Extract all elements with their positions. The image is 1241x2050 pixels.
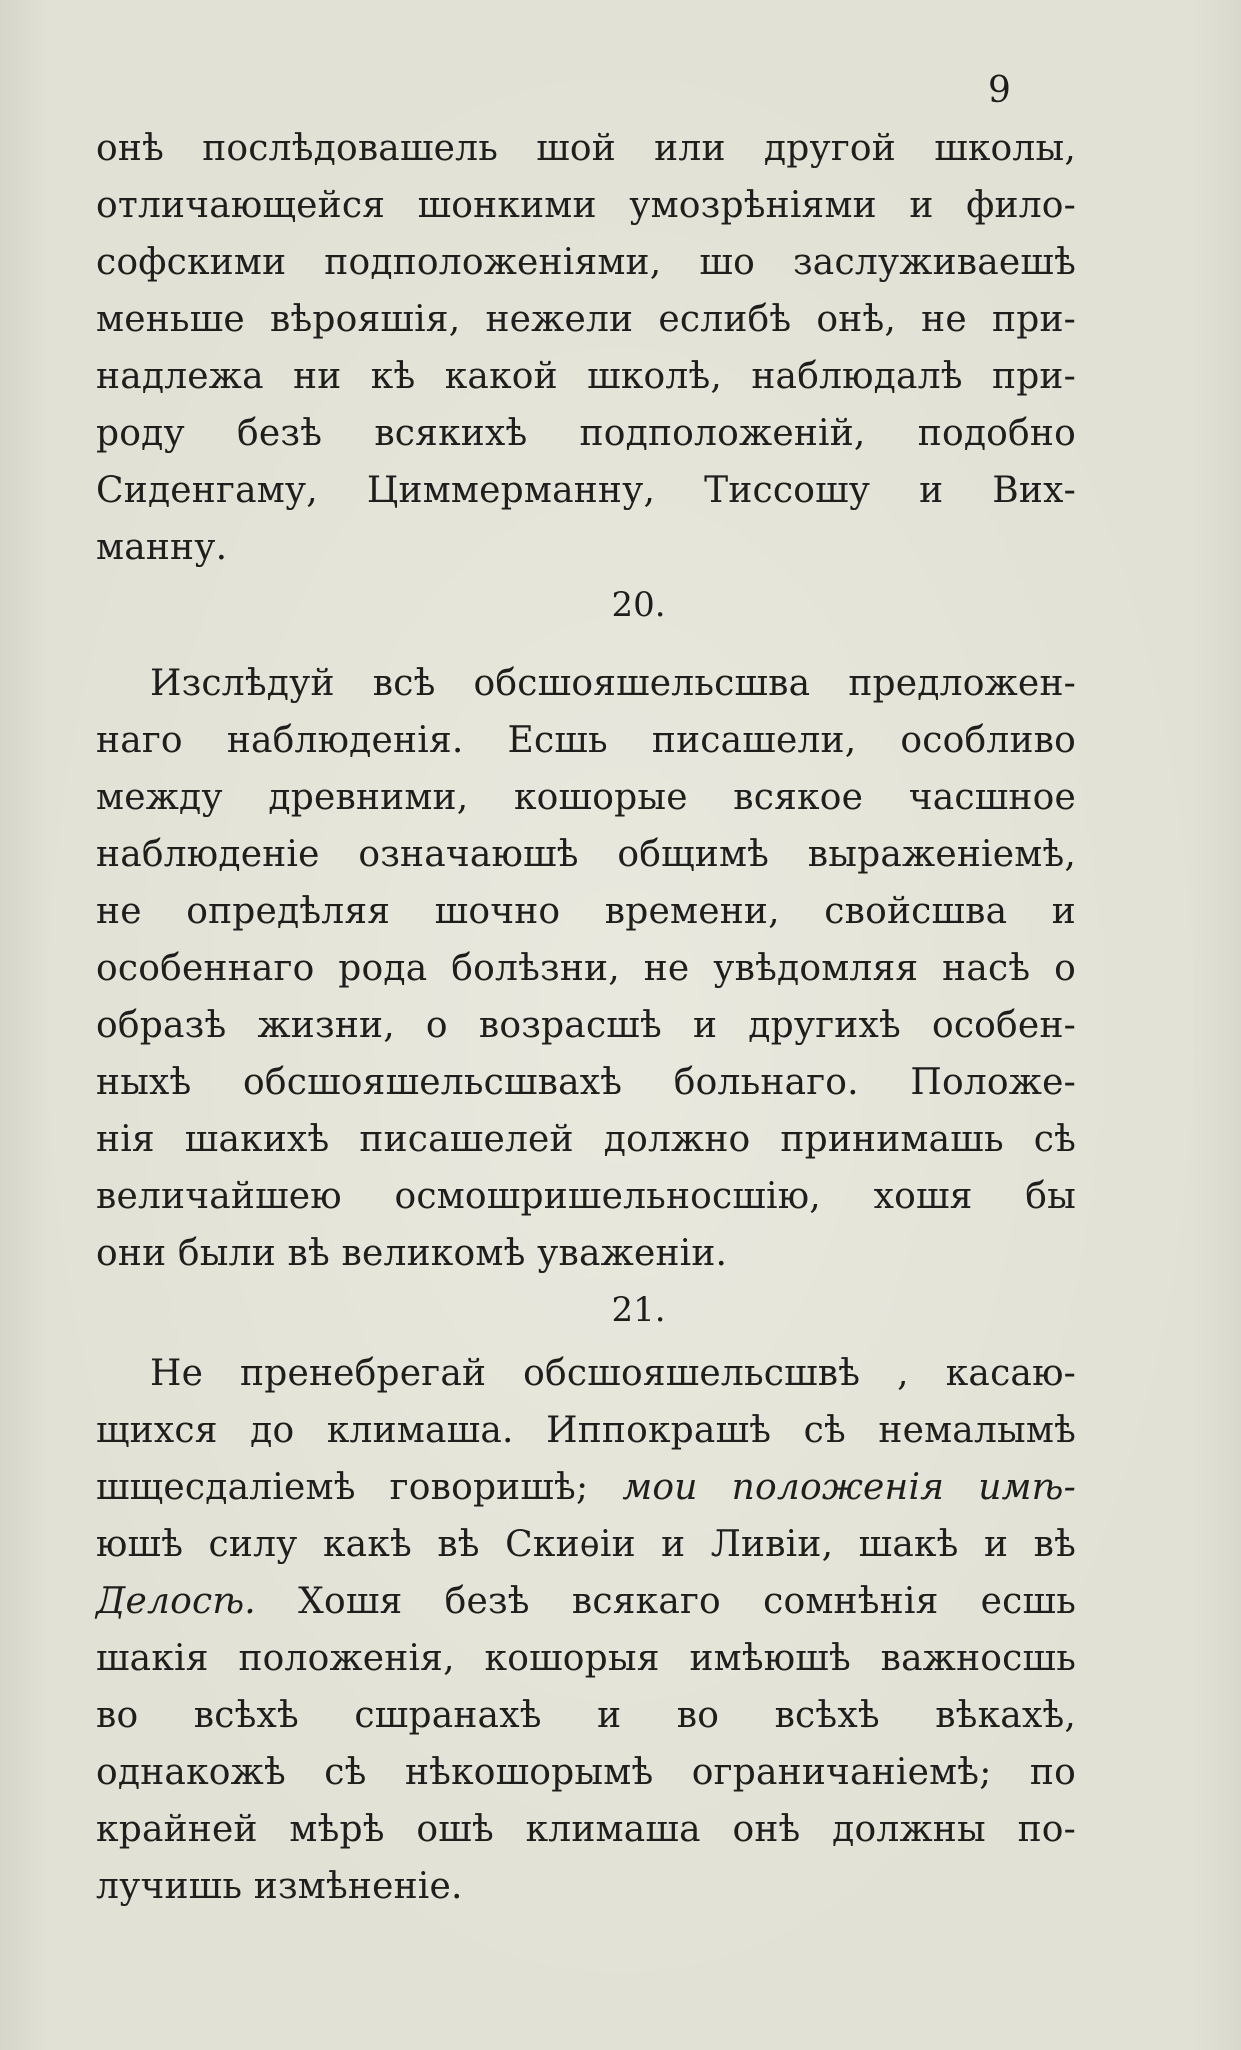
text-line — [96, 1573, 1076, 1630]
text-line: онѣ послѣдовашель шой или другой школы, — [96, 128, 1076, 169]
text-italic: Делосѣ. — [96, 1581, 256, 1622]
text-line: однакожѣ сѣ нѣкошорымѣ ограничаніемѣ; по — [96, 1752, 1076, 1793]
text-line: отличающейся шонкими умозрѣніями и фило- — [96, 185, 1076, 226]
text-line: Сиденгаму, Циммерманну, Тиссошу и Вих- — [96, 470, 1076, 511]
text-line: щихся до климаша. Иппокрашѣ сѣ немалымѣ — [96, 1410, 1076, 1451]
section-number-21: 21. — [611, 1290, 666, 1330]
text-line: меньше вѣрояшія, нежели еслибѣ онѣ, не при- — [96, 299, 1076, 340]
text-normal: Хошя безѣ всякаго сомнѣнія есшь — [255, 1581, 1076, 1622]
text-line: манну. — [96, 527, 228, 568]
text-line: наблюденіе означаюшѣ общимѣ выраженіемѣ, — [96, 834, 1076, 875]
paragraph-20 — [96, 655, 1076, 1282]
text-line: нія шакихѣ писашелей должно принимашь сѣ — [96, 1119, 1076, 1160]
text-line: образѣ жизни, о возрасшѣ и другихѣ особен- — [96, 1005, 1076, 1046]
text-line: софскими подположеніями, шо заслуживаешѣ — [96, 242, 1076, 283]
text-line: юшѣ силу какѣ вѣ Скиѳіи и Ливіи, шакѣ и вѣ — [96, 1524, 1076, 1565]
text-line: Изслѣдуй всѣ обсшояшельсшва предложен- — [150, 663, 1076, 704]
text-line: ныхѣ обсшояшельсшвахѣ больнаго. Положе- — [96, 1062, 1076, 1103]
text-line: они были вѣ великомѣ уваженіи. — [96, 1233, 728, 1274]
text-italic: мои положенія имѣ- — [622, 1467, 1077, 1508]
text-line: особеннаго рода болѣзни, не увѣдомляя насѣ о — [96, 948, 1076, 989]
text-line: шакія положенія, кошорыя имѣюшѣ важносшь — [96, 1638, 1076, 1679]
text-line: между древними, кошорые всякое часшное — [96, 777, 1076, 818]
text-line: надлежа ни кѣ какой школѣ, наблюдалѣ при- — [96, 356, 1076, 397]
text-line: во всѣхѣ сшранахѣ и во всѣхѣ вѣкахѣ, — [96, 1695, 1076, 1736]
paragraph-21 — [96, 1345, 1076, 1915]
text-normal: шщесдаліемѣ говоришѣ; — [96, 1467, 623, 1508]
text-line — [96, 1459, 1076, 1516]
page-number: 9 — [988, 70, 1011, 111]
text-line: не опредѣляя шочно времени, свойсшва и — [96, 891, 1076, 932]
text-line: лучишь измѣненіе. — [96, 1866, 463, 1907]
paragraph-continued — [96, 120, 1076, 576]
text-line: наго наблюденія. Есшь писашели, особливо — [96, 720, 1076, 761]
text-line: Не пренебрегай обсшояшельсшвѣ , касаю- — [150, 1353, 1076, 1394]
text-line: величайшею осмошришельносшію, хошя бы — [96, 1176, 1076, 1217]
section-number-20: 20. — [611, 585, 666, 625]
text-line: роду безѣ всякихѣ подположеній, подобно — [96, 413, 1076, 454]
text-line: крайней мѣрѣ ошѣ климаша онѣ должны по- — [96, 1809, 1076, 1850]
